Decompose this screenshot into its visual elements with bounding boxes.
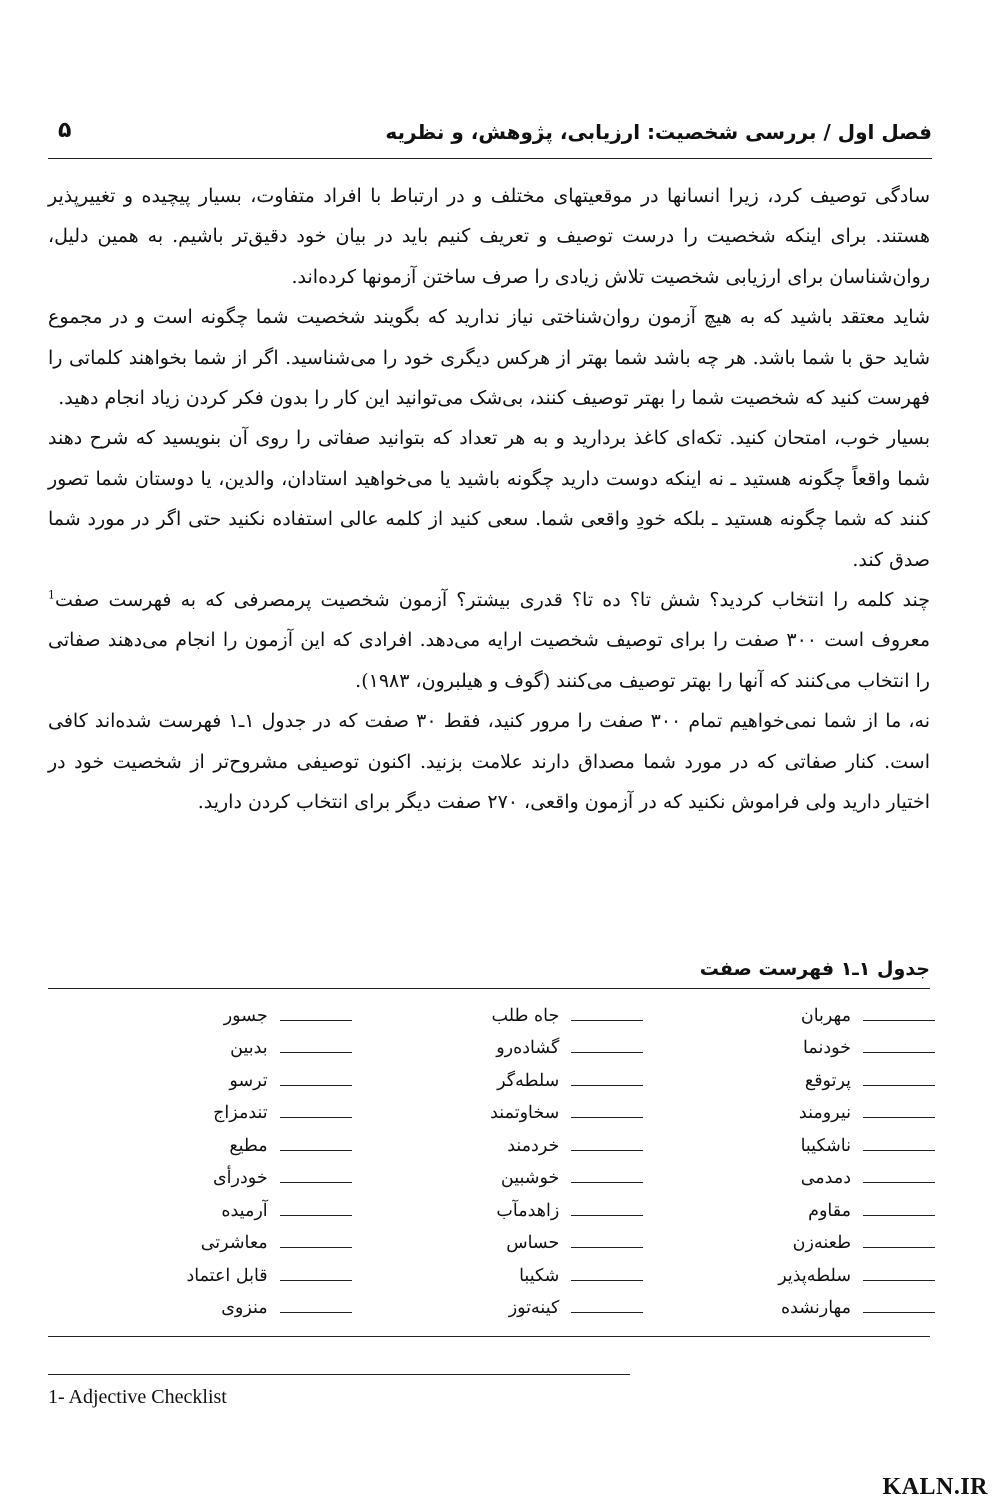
- checkmark-blank[interactable]: [280, 1150, 352, 1151]
- checkmark-blank[interactable]: [863, 1247, 935, 1248]
- paragraph: سادگی توصیف کرد، زیرا انسانها در موقعیتهای مختلف و در ارتباط با افراد متفاوت، بسیار پیچیده و تغییرپذیر هستند. برای اینکه شخصیت را درست توصیف و تعریف کنیم باید در بیان خود دقیق‌تر باشیم. به همین دلیل، روان‌شناسان برای ارزیابی شخصیت تلاش زیادی را صرف ساختن آزمونها کرده‌اند.: [48, 185, 930, 288]
- adjective-column: [60, 995, 352, 1320]
- table-bottom-rule: [48, 1336, 930, 1337]
- adjective-label: شکیبا: [519, 1265, 560, 1286]
- adjective-label: طعنه‌زن: [792, 1233, 851, 1253]
- checkmark-blank[interactable]: [280, 1312, 352, 1313]
- page-number: ۵: [58, 118, 72, 143]
- checkmark-blank[interactable]: [280, 1052, 352, 1053]
- adjective-row[interactable]: [352, 1060, 644, 1093]
- adjective-label: مقاوم: [808, 1200, 851, 1221]
- checkmark-blank[interactable]: [571, 1085, 643, 1086]
- adjective-row[interactable]: [352, 1028, 644, 1061]
- checkmark-blank[interactable]: [571, 1215, 643, 1216]
- checkmark-blank[interactable]: [863, 1020, 935, 1021]
- adjective-row[interactable]: [643, 1060, 935, 1093]
- paragraph: [48, 580, 930, 701]
- adjective-label: خودنما: [803, 1038, 851, 1058]
- paragraph: بسیار خوب، امتحان کنید. تکه‌ای کاغذ بردارید و به هر تعداد که بتوانید صفاتی را روی آن بنویسید که شرح دهند شما واقعاً چگونه هستید ـ نه اینکه دوست دارید چگونه باشید یا می‌خواهید استادان، والدین، یا دوستان شما تصور کنند که شما چگونه هستید ـ بلکه خودِ واقعی شما. سعی کنید از کلمه عالی استفاده نکنید حتی اگر در مورد شما صدق کند.: [48, 427, 930, 571]
- adjective-label: معاشرتی: [200, 1233, 268, 1253]
- adjective-row[interactable]: [352, 1125, 644, 1158]
- checkmark-blank[interactable]: [280, 1085, 352, 1086]
- header-divider: [48, 158, 932, 159]
- adjective-row[interactable]: [60, 1223, 352, 1256]
- adjective-row[interactable]: [352, 995, 644, 1028]
- adjective-row[interactable]: [60, 1060, 352, 1093]
- paragraph-text: معروف است ۳۰۰ صفت را برای توصیف شخصیت ارایه می‌دهد. افرادی که این آزمون را انجام می‌دهند صفاتی را انتخاب می‌کنند که آنها را بهتر توصیف می‌کنند (گوف و هیلبرون، ۱۹۸۳).: [48, 629, 931, 692]
- adjective-label: نیرومند: [798, 1103, 851, 1123]
- adjective-label: ترسو: [229, 1070, 268, 1091]
- adjective-label: دمدمی: [800, 1168, 851, 1188]
- adjective-label: سلطه‌گر: [497, 1070, 560, 1091]
- adjective-label: مهربان: [800, 1005, 851, 1026]
- adjective-row[interactable]: [643, 1158, 935, 1191]
- adjective-label: مهارنشده: [780, 1298, 851, 1318]
- checkmark-blank[interactable]: [571, 1182, 643, 1183]
- checkmark-blank[interactable]: [280, 1247, 352, 1248]
- adjective-label: منزوی: [221, 1298, 268, 1318]
- footnote-divider: [48, 1374, 630, 1375]
- footnote-reference[interactable]: 1: [48, 588, 55, 602]
- adjective-label: ناشکیبا: [800, 1135, 851, 1156]
- adjective-label: حساس: [506, 1233, 560, 1253]
- adjective-label: کینه‌توز: [508, 1298, 560, 1318]
- adjective-label: خوشبین: [500, 1168, 560, 1188]
- adjective-row[interactable]: [60, 995, 352, 1028]
- checkmark-blank[interactable]: [863, 1312, 935, 1313]
- checkmark-blank[interactable]: [863, 1052, 935, 1053]
- adjective-row[interactable]: [643, 995, 935, 1028]
- adjective-row[interactable]: [643, 1093, 935, 1126]
- table-title: جدول ۱ـ۱ فهرست صفت: [699, 958, 930, 980]
- checkmark-blank[interactable]: [863, 1085, 935, 1086]
- paragraph: نه، ما از شما نمی‌خواهیم تمام ۳۰۰ صفت را مرور کنید، فقط ۳۰ صفت که در جدول ۱ـ۱ فهرست شده‌اند کافی است. کنار صفاتی که در مورد شما مصداق دارند علامت بزنید. اکنون توصیفی مشروح‌تر از شخصیت خود در اختیار دارید ولی فراموش نکنید که در آزمون واقعی، ۲۷۰ صفت دیگر برای انتخاب کردن دارید.: [48, 710, 930, 814]
- adjective-checklist-table: [60, 995, 935, 1320]
- adjective-row[interactable]: [643, 1190, 935, 1223]
- checkmark-blank[interactable]: [280, 1215, 352, 1216]
- checkmark-blank[interactable]: [863, 1280, 935, 1281]
- checkmark-blank[interactable]: [863, 1215, 935, 1216]
- checkmark-blank[interactable]: [571, 1247, 643, 1248]
- adjective-row[interactable]: [643, 1288, 935, 1321]
- checkmark-blank[interactable]: [863, 1150, 935, 1151]
- adjective-label: مطیع: [229, 1135, 268, 1156]
- adjective-row[interactable]: [643, 1255, 935, 1288]
- adjective-label: پرتوقع: [804, 1070, 851, 1091]
- adjective-label: خردمند: [507, 1135, 560, 1156]
- adjective-column: [643, 995, 935, 1320]
- adjective-label: گشاده‌رو: [496, 1038, 560, 1058]
- adjective-label: جاه طلب: [491, 1005, 560, 1026]
- adjective-row[interactable]: [60, 1028, 352, 1061]
- adjective-row[interactable]: [60, 1158, 352, 1191]
- adjective-row[interactable]: [352, 1223, 644, 1256]
- checkmark-blank[interactable]: [571, 1052, 643, 1053]
- body-text: [48, 176, 930, 823]
- adjective-row[interactable]: [60, 1255, 352, 1288]
- checkmark-blank[interactable]: [280, 1117, 352, 1118]
- adjective-row[interactable]: [643, 1223, 935, 1256]
- adjective-row[interactable]: [60, 1288, 352, 1321]
- adjective-column: [352, 995, 644, 1320]
- adjective-label: خودرأی: [212, 1168, 268, 1188]
- checkmark-blank[interactable]: [863, 1182, 935, 1183]
- adjective-label: زاهدمآب: [496, 1200, 560, 1221]
- adjective-label: تندمزاج: [213, 1103, 268, 1123]
- adjective-row[interactable]: [352, 1288, 644, 1321]
- chapter-header-title: فصل اول / بررسی شخصیت: ارزیابی، پژوهش، و نظریه: [385, 120, 932, 144]
- adjective-row[interactable]: [352, 1255, 644, 1288]
- footnote: 1- Adjective Checklist: [48, 1386, 227, 1408]
- adjective-label: بدبین: [230, 1038, 268, 1058]
- adjective-row[interactable]: [352, 1190, 644, 1223]
- checkmark-blank[interactable]: [571, 1312, 643, 1313]
- checkmark-blank[interactable]: [571, 1020, 643, 1021]
- adjective-row[interactable]: [60, 1093, 352, 1126]
- adjective-label: جسور: [223, 1005, 268, 1026]
- checkmark-blank[interactable]: [571, 1280, 643, 1281]
- adjective-row[interactable]: [643, 1125, 935, 1158]
- table-top-rule: [48, 988, 930, 989]
- checkmark-blank[interactable]: [571, 1117, 643, 1118]
- adjective-label: سخاوتمند: [490, 1103, 560, 1123]
- checkmark-blank[interactable]: [863, 1117, 935, 1118]
- adjective-row[interactable]: [60, 1125, 352, 1158]
- checkmark-blank[interactable]: [280, 1020, 352, 1021]
- adjective-label: سلطه‌پذیر: [778, 1265, 851, 1286]
- adjective-row[interactable]: [643, 1028, 935, 1061]
- adjective-row[interactable]: [60, 1190, 352, 1223]
- paragraph: شاید معتقد باشید که به هیچ آزمون روان‌شناختی نیاز ندارید که بگویند شخصیت شما چگونه است و در مجموع شاید حق با شما باشد. هر چه باشد شما بهتر از هرکس دیگری خود را می‌شناسید. اگر از شما بخواهند کلماتی را فهرست کنید که شخصیت شما را بهتر توصیف کنند، بی‌شک می‌توانید این کار را بدون فکر کردن زیاد انجام دهید.: [48, 306, 930, 410]
- watermark: KALN.IR: [882, 1474, 988, 1500]
- checkmark-blank[interactable]: [571, 1150, 643, 1151]
- paragraph-text: چند کلمه را انتخاب کردید؟ شش تا؟ ده تا؟ قدری بیشتر؟ آزمون شخصیت پرمصرفی که به فهرست صفت: [55, 589, 930, 612]
- adjective-row[interactable]: [352, 1158, 644, 1191]
- checkmark-blank[interactable]: [280, 1280, 352, 1281]
- adjective-row[interactable]: [352, 1093, 644, 1126]
- adjective-label: آرمیده: [221, 1200, 268, 1221]
- checkmark-blank[interactable]: [280, 1182, 352, 1183]
- adjective-label: قابل اعتماد: [186, 1265, 268, 1286]
